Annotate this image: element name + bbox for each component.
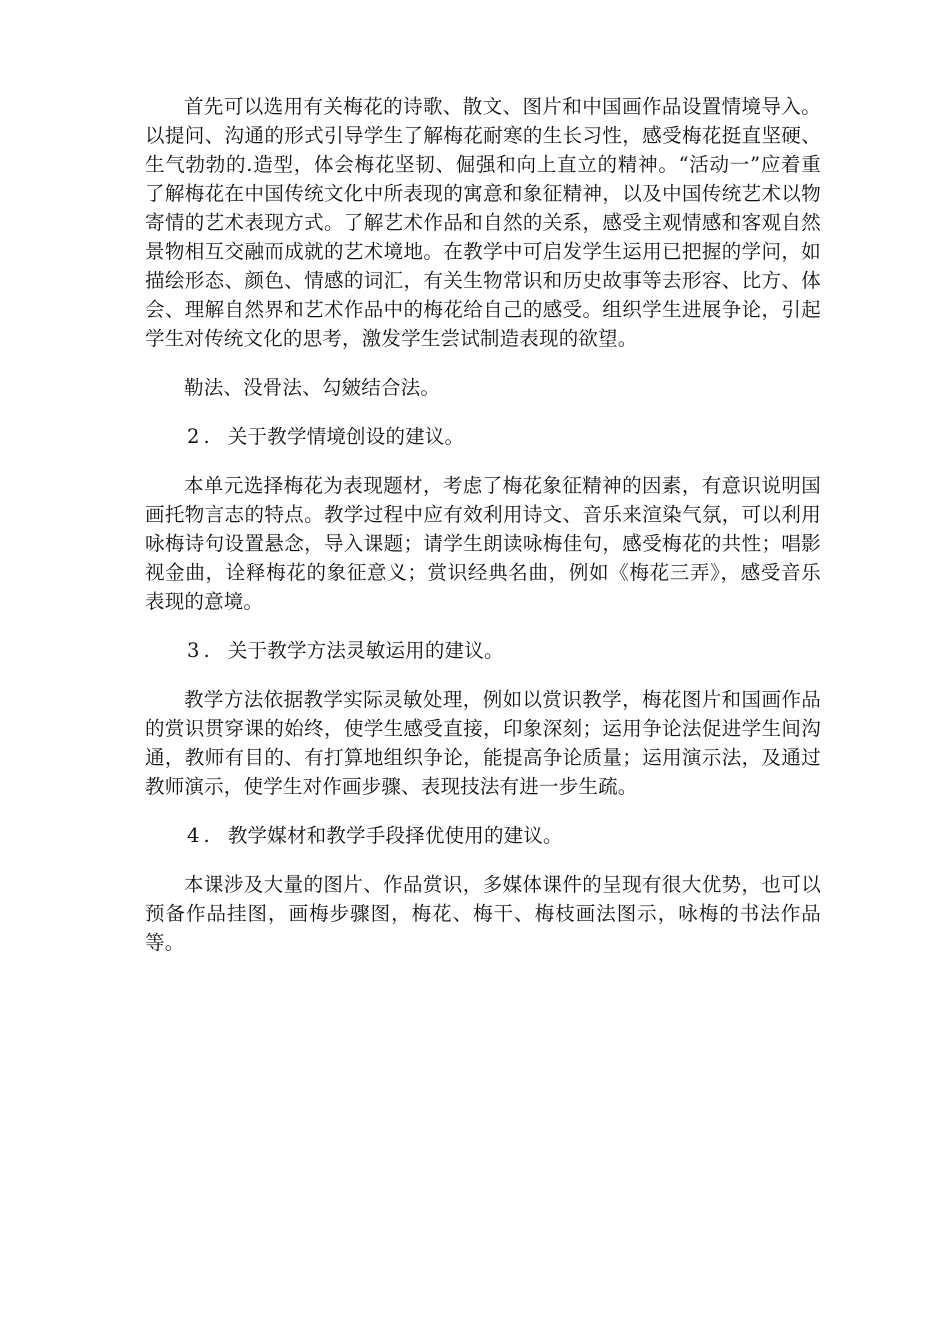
section-number: 3	[186, 639, 200, 662]
section-separator: .	[203, 824, 210, 847]
section-separator: .	[203, 639, 210, 662]
section-heading-text: 关于教学方法灵敏运用的建议。	[227, 639, 504, 662]
section-body-4: 本课涉及大量的图片、作品赏识，多媒体课件的呈现有很大优势，也可以预备作品挂图，画梅步骤图，梅花、梅干、梅枝画法图示，咏梅的书法作品等。	[145, 873, 821, 954]
section-body-3: 教学方法依据教学实际灵敏处理，例如以赏识教学，梅花图片和国画作品的赏识贯穿课的始终，使学生感受直接，印象深刻；运用争论法促进学生间沟通，教师有目的、有打算地组织争论，能提高争论质量；运用演示法，及通过教师演示，使学生对作画步骤、表现技法有进一步生疏。	[145, 688, 821, 798]
section-heading-2	[145, 422, 821, 451]
section-body-2: 本单元选择梅花为表现题材，考虑了梅花象征精神的因素，有意识说明国画托物言志的特点。教学过程中应有效利用诗文、音乐来渲染气氛，可以利用咏梅诗句设置悬念，导入课题；请学生朗读咏梅佳句，感受梅花的共性；唱影视金曲，诠释梅花的象征意义；赏识经典名曲，例如《梅花三弄》，感受音乐表现的意境。	[145, 474, 821, 613]
section-heading-4	[145, 821, 821, 850]
section-number: 4	[186, 824, 200, 847]
document-page	[145, 92, 821, 977]
section-heading-3	[145, 636, 821, 665]
section-number: 2	[186, 425, 200, 448]
intro-paragraph: 首先可以选用有关梅花的诗歌、散文、图片和中国画作品设置情境导入。以提问、沟通的形式引导学生了解梅花耐寒的生长习性，感受梅花挺直坚硬、生气勃勃的.造型，体会梅花坚韧、倔强和向上直立的精神。“活动一”应着重了解梅花在中国传统文化中所表现的寓意和象征精神，以及中国传统艺术以物寄情的艺术表现方式。了解艺术作品和自然的关系，感受主观情感和客观自然景物相互交融而成就的艺术境地。在教学中可启发学生运用已把握的学问，如描绘形态、颜色、情感的词汇，有关生物常识和历史故事等去形容、比方、体会、理解自然界和艺术作品中的梅花给自己的感受。组织学生进展争论，引起学生对传统文化的思考，激发学生尝试制造表现的欲望。	[145, 95, 821, 350]
technique-line: 勒法、没骨法、勾皴结合法。	[184, 376, 441, 399]
section-heading-text: 关于教学情境创设的建议。	[227, 425, 465, 448]
section-heading-text: 教学媒材和教学手段择优使用的建议。	[227, 824, 563, 847]
section-separator: .	[203, 425, 210, 448]
